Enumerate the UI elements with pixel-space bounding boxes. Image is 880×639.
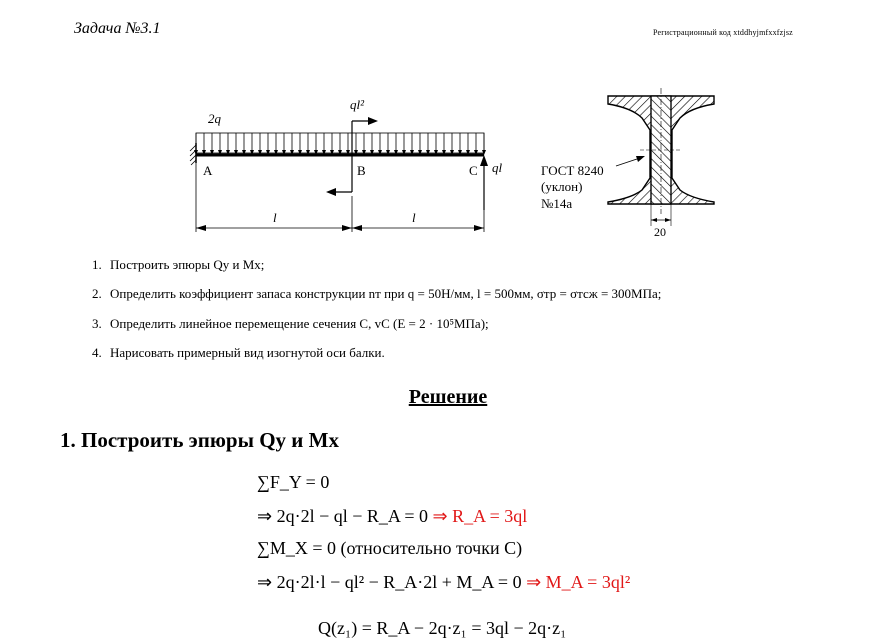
i-section (541, 88, 714, 239)
force-arrow-up (480, 155, 488, 166)
section-heading: 1. Построить эпюры Qy и Mx (60, 428, 339, 452)
point-c-label: C (469, 163, 478, 178)
point-a-label: A (203, 163, 213, 178)
problem-figure (0, 0, 880, 250)
profile-number: №14а (541, 196, 573, 211)
equation-result: ⇒ M_A = 3ql² (526, 572, 631, 592)
leader-line (616, 158, 640, 166)
task-item: 2. Определить коэффициент запаса конструкции nт при q = 50Н/мм, l = 500мм, σтр = σтсж = 300МПа; (92, 286, 662, 302)
beam-diagram (190, 97, 503, 232)
task-title: Задача №3.1 (74, 20, 161, 37)
equation-result: ⇒ R_A = 3ql (432, 506, 528, 526)
force-label: ql (492, 160, 503, 175)
equation-shear: Q(z₁) = R_A − 2q·z₁ = 3ql − 2q·z₁ (318, 618, 567, 638)
moment-label: ql² (350, 97, 365, 112)
task-item: 3. Определить линейное перемещение сечения C, vC (E = 2 · 10⁵МПа); (92, 315, 489, 331)
dimension-20-label: 20 (654, 225, 666, 239)
moment-arrow-right (368, 117, 378, 125)
equation-sum-forces: ∑F_Y = 0 (257, 472, 330, 492)
gost-label: ГОСТ 8240 (541, 163, 604, 178)
moment-arrow-left (326, 188, 336, 196)
task-item: 1. Построить эпюры Qy и Mx; (92, 257, 265, 272)
load-label: 2q (208, 111, 221, 126)
task-list (92, 256, 661, 373)
equation-moment-reaction: ⇒ 2q·2l·l − ql² − R_A·2l + M_A = 0 ⇒ M_A = 3ql² (257, 572, 631, 592)
equation-reaction: ⇒ 2q·2l − ql − R_A = 0 ⇒ R_A = 3ql (257, 506, 528, 526)
solution-heading: Решение (408, 386, 488, 408)
registration-code: Регистрационный код xtddhyjmfxxfzjsz (653, 28, 793, 37)
load-arrows (194, 133, 486, 155)
task-item: 4. Нарисовать примерный вид изогнутой оси балки. (92, 344, 385, 360)
equation-sum-moments: ∑M_X = 0 (относительно точки C) (257, 538, 523, 558)
slope-label: (уклон) (541, 179, 583, 194)
wall-hatch (190, 145, 196, 165)
point-b-label: B (357, 163, 366, 178)
span2-label: l (412, 210, 416, 225)
span1-label: l (273, 210, 277, 225)
